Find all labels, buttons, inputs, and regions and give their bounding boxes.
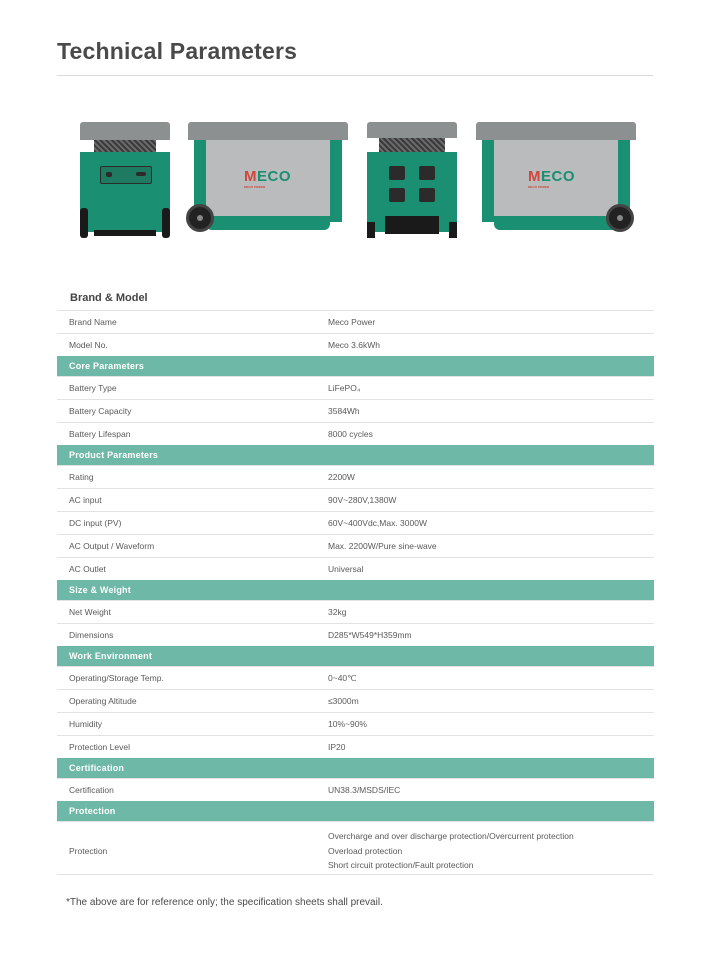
spec-value: Universal bbox=[282, 558, 654, 581]
product-image-side-vents bbox=[367, 122, 457, 238]
product-image-front-logo bbox=[186, 122, 350, 238]
spec-label: Certification bbox=[57, 779, 282, 802]
spec-label: Battery Capacity bbox=[57, 400, 282, 423]
spec-row bbox=[57, 489, 654, 512]
spec-value-line: Short circuit protection/Fault protection bbox=[328, 860, 474, 871]
spec-label: Rating bbox=[57, 466, 282, 489]
spec-value: IP20 bbox=[282, 736, 654, 759]
spec-value: 10%~90% bbox=[282, 713, 654, 736]
spec-row bbox=[57, 624, 654, 647]
section-header-row bbox=[57, 445, 654, 466]
spec-row bbox=[57, 466, 654, 489]
section-header-row bbox=[57, 356, 654, 377]
spec-value: Meco Power bbox=[282, 311, 654, 334]
spec-row bbox=[57, 713, 654, 736]
spec-row bbox=[57, 512, 654, 535]
spec-value bbox=[282, 822, 654, 881]
product-image-side-outlets bbox=[80, 122, 170, 238]
spec-label: Net Weight bbox=[57, 601, 282, 624]
spec-value: 60V~400Vdc,Max. 3000W bbox=[282, 512, 654, 535]
spec-label: AC Output / Waveform bbox=[57, 535, 282, 558]
spec-row bbox=[57, 690, 654, 713]
section-header-label: Protection bbox=[57, 801, 654, 822]
section-header-label: Certification bbox=[57, 758, 654, 779]
table-bottom-divider bbox=[57, 874, 653, 875]
spec-table bbox=[57, 310, 654, 880]
spec-label: Humidity bbox=[57, 713, 282, 736]
spec-label: AC Outlet bbox=[57, 558, 282, 581]
spec-label: AC input bbox=[57, 489, 282, 512]
spec-value: 90V~280V,1380W bbox=[282, 489, 654, 512]
section-header-row bbox=[57, 580, 654, 601]
spec-row bbox=[57, 779, 654, 802]
spec-row bbox=[57, 667, 654, 690]
spec-label: Operating/Storage Temp. bbox=[57, 667, 282, 690]
spec-value: 0~40℃ bbox=[282, 667, 654, 690]
footnote: *The above are for reference only; the specification sheets shall prevail. bbox=[66, 897, 383, 908]
spec-value: LiFePO₄ bbox=[282, 377, 654, 400]
section-header-label: Product Parameters bbox=[57, 445, 654, 466]
spec-value: 2200W bbox=[282, 466, 654, 489]
spec-label: Protection bbox=[57, 822, 282, 881]
spec-value: UN38.3/MSDS/IEC bbox=[282, 779, 654, 802]
spec-row bbox=[57, 558, 654, 581]
spec-row bbox=[57, 822, 654, 881]
spec-row bbox=[57, 535, 654, 558]
spec-label: Dimensions bbox=[57, 624, 282, 647]
spec-row bbox=[57, 736, 654, 759]
spec-label: DC input (PV) bbox=[57, 512, 282, 535]
spec-value-line: Overload protection bbox=[328, 845, 403, 856]
section-header-label: Work Environment bbox=[57, 646, 654, 667]
spec-value: D285*W549*H359mm bbox=[282, 624, 654, 647]
spec-value: 8000 cycles bbox=[282, 423, 654, 446]
spec-value: Meco 3.6kWh bbox=[282, 334, 654, 357]
spec-row bbox=[57, 423, 654, 446]
spec-value: 3584Wh bbox=[282, 400, 654, 423]
brand-model-heading: Brand & Model bbox=[70, 292, 148, 304]
meco-logo: MECO MECO POWER bbox=[528, 168, 576, 189]
spec-row bbox=[57, 311, 654, 334]
spec-value-line: Overcharge and over discharge protection/Overcurrent protection bbox=[328, 831, 574, 842]
section-header-row bbox=[57, 801, 654, 822]
section-header-label: Core Parameters bbox=[57, 356, 654, 377]
product-photos bbox=[78, 122, 638, 240]
spec-label: Battery Type bbox=[57, 377, 282, 400]
section-header-label: Size & Weight bbox=[57, 580, 654, 601]
product-image-back-logo bbox=[474, 122, 638, 238]
spec-value: 32kg bbox=[282, 601, 654, 624]
spec-row bbox=[57, 334, 654, 357]
spec-label: Protection Level bbox=[57, 736, 282, 759]
spec-row bbox=[57, 400, 654, 423]
section-header-row bbox=[57, 758, 654, 779]
spec-label: Battery Lifespan bbox=[57, 423, 282, 446]
spec-row bbox=[57, 601, 654, 624]
spec-label: Operating Altitude bbox=[57, 690, 282, 713]
section-header-row bbox=[57, 646, 654, 667]
spec-label: Brand Name bbox=[57, 311, 282, 334]
spec-row bbox=[57, 377, 654, 400]
spec-value: Max. 2200W/Pure sine-wave bbox=[282, 535, 654, 558]
title-divider bbox=[57, 75, 653, 76]
page-title: Technical Parameters bbox=[57, 38, 298, 64]
spec-label: Model No. bbox=[57, 334, 282, 357]
spec-value: ≤3000m bbox=[282, 690, 654, 713]
meco-logo: MECO MECO POWER bbox=[244, 168, 292, 189]
